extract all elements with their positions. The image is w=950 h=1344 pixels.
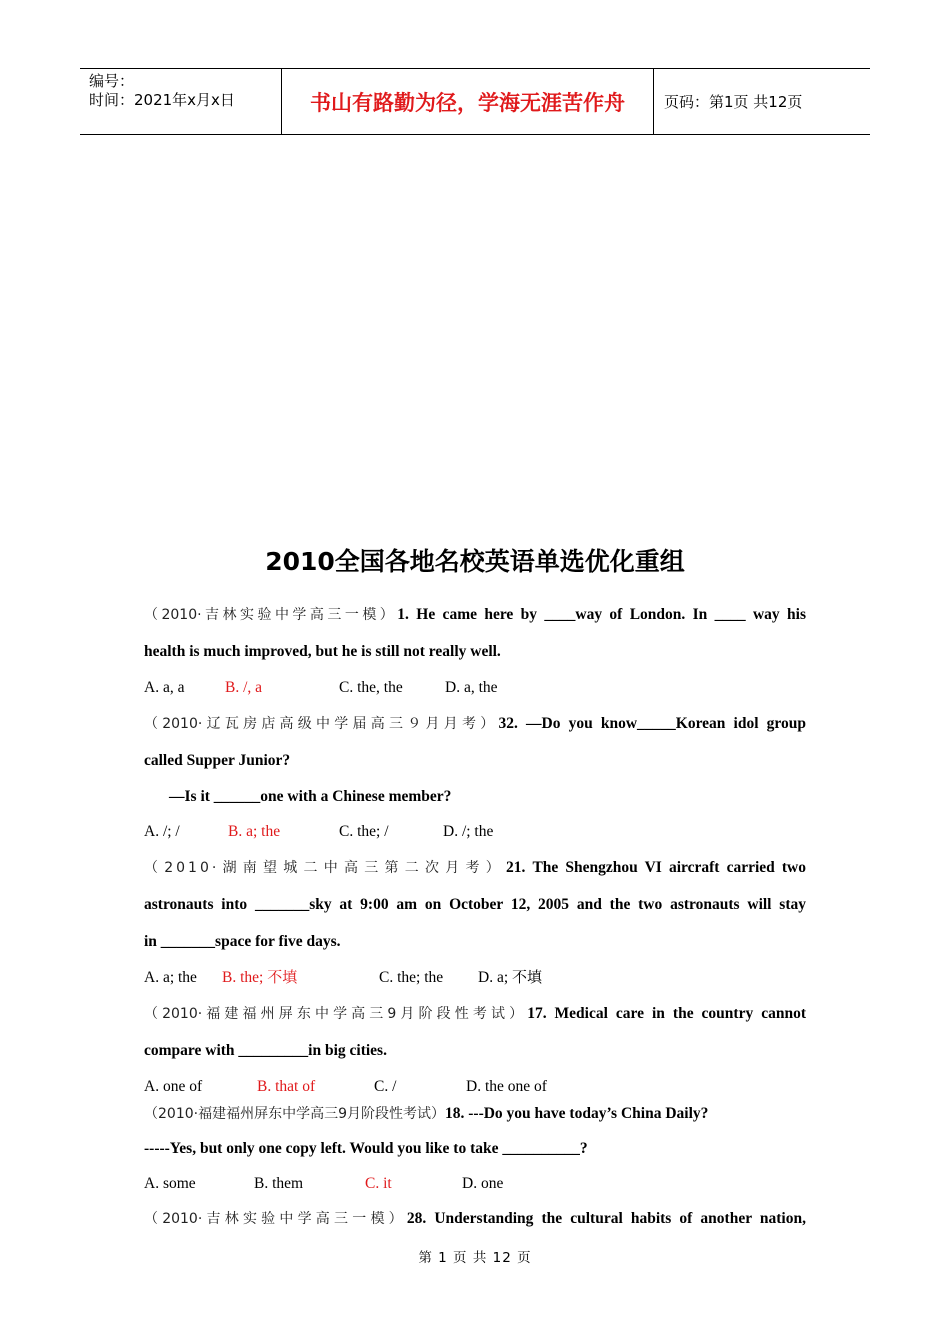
option-b-correct: B. a; the — [228, 823, 281, 840]
option-c: C. the; / — [339, 823, 389, 840]
option-c: C. the; the — [379, 969, 444, 986]
question-stem-line: astronauts into _______sky at 9:00 am on October 12, 2005 and the two astronauts will stay — [144, 896, 806, 913]
answer-options — [144, 960, 806, 995]
question-source: （2010·福建福州屏东中学高三9月阶段性考试） — [144, 1106, 445, 1122]
question-stem-line: in _______space for five days. — [144, 933, 341, 950]
option-d: D. the one of — [466, 1078, 547, 1095]
page-header — [80, 68, 870, 135]
option-d: D. one — [462, 1175, 504, 1192]
option-a: A. one of — [144, 1078, 203, 1095]
question-stem-line: （2010·湖南望城二中高三第二次月考）21. The Shengzhou VI aircraft carried two — [144, 859, 806, 876]
number-label: 编号： — [89, 72, 135, 90]
option-c: C. / — [374, 1078, 397, 1095]
question-list — [144, 596, 806, 1236]
question-stem-line: -----Yes, but only one copy left. Would you like to take __________? — [144, 1140, 588, 1157]
option-b: B. them — [254, 1175, 304, 1192]
option-a: A. some — [144, 1175, 196, 1192]
answer-options — [144, 1069, 806, 1096]
document-title: 2010全国各地名校英语单选优化重组 — [265, 547, 685, 576]
header-meta — [80, 69, 282, 134]
answer-options — [144, 670, 806, 705]
option-a: A. /; / — [144, 823, 180, 840]
question-stem-line: （2010·福建福州屏东中学高三9月阶段性考试）17. Medical care in the country cannot — [144, 1005, 806, 1022]
option-d: D. /; the — [443, 823, 494, 840]
question-stem-line: health is much improved, but he is still not really well. — [144, 643, 501, 660]
option-c: C. the, the — [339, 679, 403, 696]
question-stem-line: called Supper Junior? — [144, 752, 291, 769]
option-d: D. a, the — [445, 679, 498, 696]
question-stem-line: （2010·吉林实验中学高三一模）1. He came here by ____way of London. In ____ way his — [144, 606, 806, 623]
option-b-correct: B. the; 不填 — [222, 968, 298, 986]
question-stem-line: —Is it ______one with a Chinese member? — [169, 788, 452, 805]
question-source: （2010·福建福州屏东中学高三9月阶段性考试） — [144, 1006, 528, 1022]
header-page-info: 页码：第1页 共12页 — [664, 93, 803, 111]
option-a: A. a, a — [144, 679, 185, 696]
question-stem-line: （2010·吉林实验中学高三一模）28. Understanding the cultural habits of another nation, — [144, 1210, 806, 1227]
option-c-correct: C. it — [365, 1175, 392, 1192]
page-footer: 第 1 页 共 12 页 — [418, 1250, 532, 1266]
question-source: （2010·湖南望城二中高三第二次月考） — [144, 860, 506, 876]
answer-options — [144, 1166, 806, 1201]
header-motto: 书山有路勤为径，学海无涯苦作舟 — [282, 69, 654, 134]
option-b-correct: B. /, a — [225, 679, 263, 696]
question-source: （2010·辽瓦房店高级中学届高三９月月考） — [144, 716, 499, 732]
option-b-correct: B. that of — [257, 1078, 316, 1095]
question-source: （2010·吉林实验中学高三一模） — [144, 607, 398, 623]
answer-options — [144, 814, 806, 849]
question-stem-line: compare with _________in big cities. — [144, 1042, 387, 1059]
question-source: （2010·吉林实验中学高三一模） — [144, 1211, 407, 1227]
option-a: A. a; the — [144, 969, 197, 986]
time-label: 时间：2021年x月x日 — [89, 91, 235, 109]
question-stem-line: （2010·福建福州屏东中学高三9月阶段性考试）18. ---Do you have today’s China Daily? — [144, 1105, 709, 1122]
question-stem-line: （2010·辽瓦房店高级中学届高三９月月考）32. —Do you know_____Korean idol group — [144, 715, 806, 732]
option-d: D. a; 不填 — [478, 968, 543, 986]
